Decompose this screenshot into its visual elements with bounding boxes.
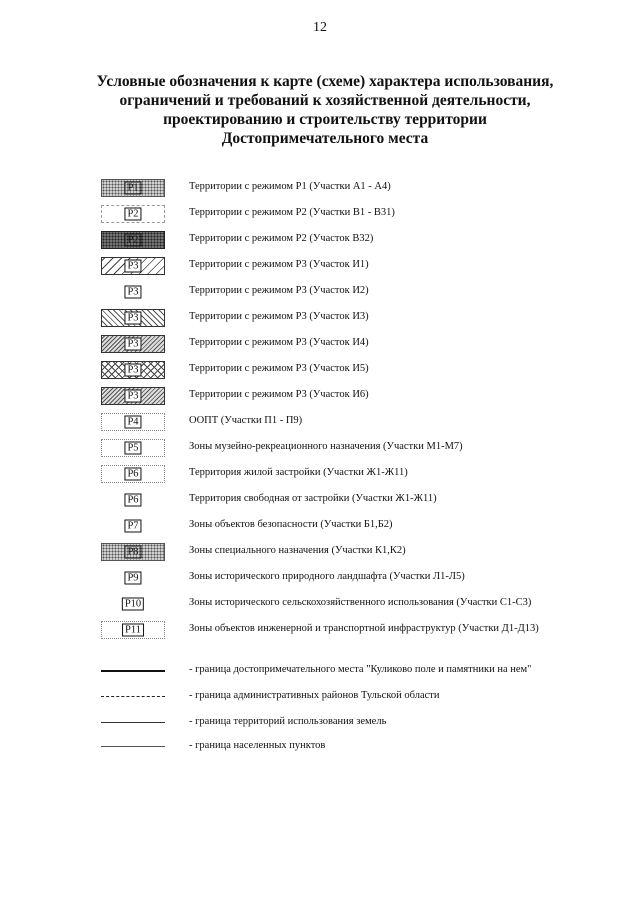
legend-title <box>90 72 560 148</box>
page-number: 12 <box>313 20 327 35</box>
legend-item <box>0 411 640 433</box>
title-line-4: Достопримечательного места <box>221 130 429 147</box>
legend-swatch <box>101 231 165 249</box>
legend-swatch <box>101 179 165 197</box>
district-boundary-line <box>101 696 165 697</box>
legend-swatch <box>101 439 165 457</box>
boundary-legend-item <box>0 661 640 681</box>
zone-code: P7 <box>124 520 141 533</box>
zone-code: P5 <box>124 442 141 455</box>
legend-description: Зоны музейно-рекреационного назначения (Участки М1-М7) <box>189 441 463 452</box>
legend-description: Территории с режимом Р3 (Участок И4) <box>189 337 369 348</box>
legend-swatch <box>101 621 165 639</box>
legend-description: Территории с режимом Р1 (Участки А1 - А4) <box>189 181 391 192</box>
legend-swatch <box>101 595 165 613</box>
zone-code: P2 <box>124 208 141 221</box>
zone-code: P11 <box>122 624 144 637</box>
settlement-boundary-line <box>101 746 165 747</box>
legend-description: Территория жилой застройки (Участки Ж1-Ж11) <box>189 467 408 478</box>
legend-item <box>0 463 640 485</box>
landmark-boundary-line <box>101 670 165 672</box>
boundary-description: - граница административных районов Тульской области <box>189 690 440 701</box>
legend-item <box>0 385 640 407</box>
legend-description: Зоны объектов безопасности (Участки Б1,Б2) <box>189 519 393 530</box>
legend-description: Территории с режимом Р3 (Участок И3) <box>189 311 369 322</box>
boundary-legend-item <box>0 737 640 757</box>
legend-item <box>0 177 640 199</box>
legend-item <box>0 619 640 641</box>
legend-item <box>0 307 640 329</box>
zone-code: P3 <box>124 286 141 299</box>
title-line-2: ограничений и требований к хозяйственной деятельности, <box>119 92 531 109</box>
zone-code: P9 <box>124 572 141 585</box>
legend-description: Территории с режимом Р2 (Участки В1 - В31) <box>189 207 395 218</box>
legend-item <box>0 515 640 537</box>
legend-item <box>0 281 640 303</box>
zone-code: P6 <box>124 468 141 481</box>
legend-item <box>0 489 640 511</box>
legend-item <box>0 593 640 615</box>
legend-description: Территории с режимом Р3 (Участок И5) <box>189 363 369 374</box>
boundary-legend-item <box>0 713 640 733</box>
legend-description: Территории с режимом Р3 (Участок И6) <box>189 389 369 400</box>
legend-description: Зоны объектов инженерной и транспортной инфраструктур (Участки Д1-Д13) <box>189 623 539 634</box>
zone-code: P3 <box>124 364 141 377</box>
zone-code: P2 <box>124 234 141 247</box>
legend-swatch <box>101 361 165 379</box>
legend-item <box>0 203 640 225</box>
legend-swatch <box>101 387 165 405</box>
legend-item <box>0 541 640 563</box>
legend-swatch <box>101 335 165 353</box>
zone-code: P4 <box>124 416 141 429</box>
zone-code: P3 <box>124 390 141 403</box>
zone-code: P3 <box>124 338 141 351</box>
legend-description: Зоны исторического сельскохозяйственного использования (Участки С1-С3) <box>189 597 532 608</box>
boundary-description: - граница территорий использования земель <box>189 716 387 727</box>
legend-description: Зоны специального назначения (Участки К1,К2) <box>189 545 406 556</box>
legend-description: Территории с режимом Р3 (Участок И1) <box>189 259 369 270</box>
zone-code: P1 <box>124 182 141 195</box>
legend-swatch <box>101 465 165 483</box>
zone-code: P10 <box>122 598 144 611</box>
legend-swatch <box>101 517 165 535</box>
legend-swatch <box>101 283 165 301</box>
boundary-description: - граница достопримечательного места "Куликово поле и памятники на нем" <box>189 664 532 675</box>
legend-swatch <box>101 543 165 561</box>
legend-swatch <box>101 569 165 587</box>
legend-item <box>0 229 640 251</box>
title-line-3: проектированию и строительству территории <box>163 111 487 128</box>
title-line-1: Условные обозначения к карте (схеме) характера использования, <box>96 73 554 90</box>
legend-swatch <box>101 309 165 327</box>
legend-description: ООПТ (Участки П1 - П9) <box>189 415 303 426</box>
legend-item <box>0 333 640 355</box>
legend-item <box>0 359 640 381</box>
legend-description: Территории с режимом Р2 (Участок В32) <box>189 233 374 244</box>
legend-description: Зоны исторического природного ландшафта (Участки Л1-Л5) <box>189 571 465 582</box>
legend-swatch <box>101 413 165 431</box>
zone-code: P8 <box>124 546 141 559</box>
legend-item <box>0 437 640 459</box>
legend-item <box>0 567 640 589</box>
legend-swatch <box>101 257 165 275</box>
boundary-description: - граница населенных пунктов <box>189 740 326 751</box>
zone-code: P3 <box>124 260 141 273</box>
legend-swatch <box>101 205 165 223</box>
zone-code: P6 <box>124 494 141 507</box>
legend-description: Территория свободная от застройки (Участки Ж1-Ж11) <box>189 493 437 504</box>
legend-item <box>0 255 640 277</box>
zone-code: P3 <box>124 312 141 325</box>
land-use-boundary-line <box>101 722 165 723</box>
boundary-legend-item <box>0 687 640 707</box>
legend-swatch <box>101 491 165 509</box>
legend-description: Территории с режимом Р3 (Участок И2) <box>189 285 369 296</box>
